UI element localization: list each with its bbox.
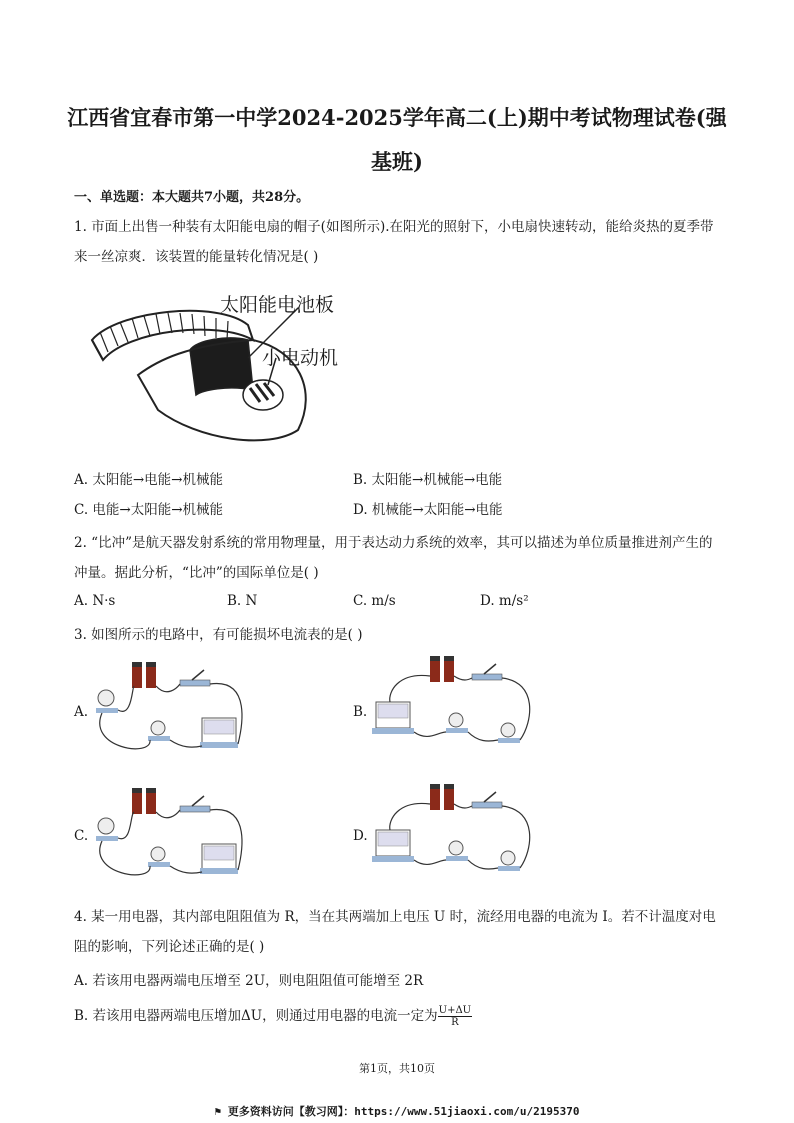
q1-stem: 1. 市面上出售一种装有太阳能电扇的帽子(如图所示).在阳光的照射下，小电扇快速转动，能给炎热的夏季带来一丝凉爽．该装置的能量转化情况是( ) <box>74 219 714 265</box>
promo-text: 更多资料访问【教习网】：https://www.51jiaoxi.com/u/2195370 <box>227 1105 580 1118</box>
q1-option-b: B. 太阳能→机械能→电能 <box>353 472 503 488</box>
fraction-numerator: U+ΔU <box>438 1005 472 1016</box>
page-title: 江西省宜春市第一中学2024-2025学年高二(上)期中考试物理试卷(强基班) <box>67 105 727 174</box>
circuit-c-figure <box>92 784 252 884</box>
q2-option-a: A. N·s <box>74 593 116 609</box>
flag-icon: ⚑ <box>214 1105 228 1118</box>
fraction-denominator: R <box>451 1017 459 1028</box>
q3-label-d: D. <box>353 828 368 844</box>
q1-option-a: A. 太阳能→电能→机械能 <box>74 472 223 488</box>
label-motor: 小电动机 <box>262 347 339 369</box>
circuit-b-figure <box>368 652 538 752</box>
q4-option-a: A. 若该用电器两端电压增至 2U，则电阻阻值可能增至 2R <box>74 973 424 989</box>
q1-option-c: C. 电能→太阳能→机械能 <box>74 502 224 518</box>
q4-option-b-fraction <box>438 1005 472 1028</box>
q2-option-d: D. m/s² <box>480 593 529 609</box>
q3-label-b: B. <box>353 704 368 720</box>
q2-stem: 2. “比冲”是航天器发射系统的常用物理量，用于表达动力系统的效率，其可以描述为单位质量推进剂产生的冲量。据此分析，“比冲”的国际单位是( ) <box>74 535 713 581</box>
circuit-d-figure <box>368 780 538 880</box>
label-solar-panel: 太阳能电池板 <box>220 294 335 316</box>
q4-option-b <box>74 1004 472 1028</box>
section-heading: 一、单选题：本大题共7小题，共28分。 <box>74 190 310 205</box>
q1-option-d: D. 机械能→太阳能→电能 <box>353 502 503 518</box>
q3-stem: 3. 如图所示的电路中，有可能损坏电流表的是( ) <box>74 627 363 643</box>
q3-label-c: C. <box>74 828 89 844</box>
q4-option-b-text: B. 若该用电器两端电压增加ΔU，则通过用电器的电流一定为 <box>74 1008 438 1024</box>
promo-link[interactable] <box>0 1103 794 1119</box>
q2-option-c: C. m/s <box>353 593 396 609</box>
q2-option-b: B. N <box>227 593 258 609</box>
page-footer: 第1页，共10页 <box>359 1062 435 1075</box>
q4-stem: 4. 某一用电器，其内部电阻阻值为 R，当在其两端加上电压 U 时，流经用电器的电流为 I。若不计温度对电阻的影响，下列论述正确的是( ) <box>74 909 716 955</box>
q3-label-a: A. <box>74 704 89 720</box>
circuit-a-figure <box>92 658 252 758</box>
